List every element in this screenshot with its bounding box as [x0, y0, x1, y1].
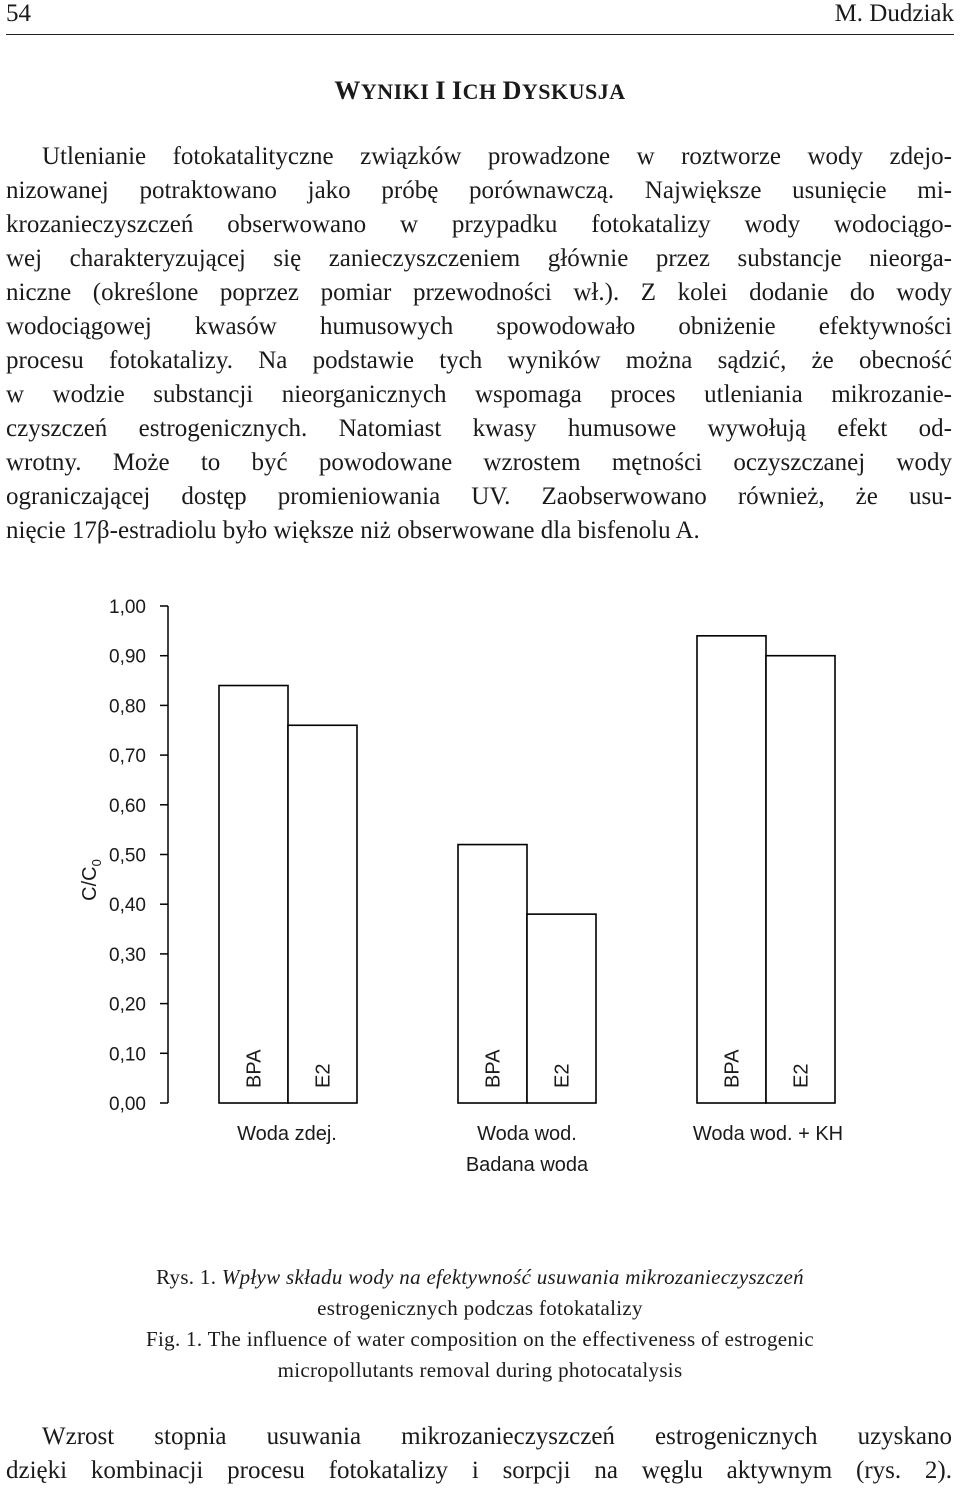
bar-e2: [288, 725, 357, 1103]
section-title-word: I: [435, 76, 446, 105]
section-title-word: WYNIKI: [334, 76, 430, 105]
bar-bpa: [219, 686, 288, 1103]
group-label: Woda wod. + KH: [692, 1123, 844, 1145]
y-tick-label: 0,10: [109, 1044, 146, 1066]
bar-chart: [0, 570, 960, 1190]
text-line: dzięki kombinacji procesu fotokatalizy i sorpcji na węglu aktywnym (rys. 2).: [6, 1457, 952, 1484]
text-line: czyszczeń estrogenicznych. Natomiast kwasy humusowe wywołują efekt od-: [6, 415, 952, 442]
text-line: ograniczającej dostęp promieniowania UV. Zaobserwowano również, że usu-: [6, 483, 952, 510]
caption-pl-line1: Wpływ składu wody na efektywność usuwania mikrozanieczyszczeń: [221, 1265, 804, 1289]
text-line: procesu fotokatalizy. Na podstawie tych wyników można sądzić, że obecność: [6, 347, 952, 374]
y-tick-label: 0,30: [109, 944, 146, 966]
bar-label: BPA: [721, 1049, 744, 1088]
y-tick-label: 0,40: [109, 895, 146, 917]
page-number: 54: [6, 0, 31, 27]
figure-caption-pl: [0, 1262, 960, 1324]
running-header: [6, 0, 954, 35]
section-title-word: ICH: [451, 76, 497, 105]
text-line: nizowanej potraktowano jako próbę porównawczą. Największe usunięcie mi-: [6, 177, 952, 204]
bar-label: E2: [551, 1063, 574, 1088]
caption-en-line1: The influence of water composition on the effectiveness of estrogenic: [207, 1327, 814, 1351]
y-tick-label: 0,60: [109, 795, 146, 817]
text-line: krozanieczyszczeń obserwowano w przypadku fotokatalizy wody wodociągo-: [6, 211, 952, 238]
y-tick-label: 0,00: [109, 1094, 146, 1115]
results-paragraph: [6, 140, 952, 548]
y-tick-label: 0,50: [109, 845, 146, 867]
continuation-paragraph: [6, 1420, 952, 1488]
author-name: M. Dudziak: [834, 0, 954, 27]
text-line: wodociągowej kwasów humusowych spowodowało obniżenie efektywności: [6, 313, 952, 340]
y-tick-label: 0,20: [109, 994, 146, 1016]
x-axis-label: Badana woda: [465, 1154, 589, 1176]
caption-pl-line2: estrogenicznych podczas fotokatalizy: [317, 1296, 643, 1320]
text-line: niczne (określone poprzez pomiar przewodności wł.). Z kolei dodanie do wody: [6, 279, 952, 306]
text-line: wej charakteryzującej się zanieczyszczeniem głównie przez substancje nieorga-: [6, 245, 952, 272]
group-label: Woda zdej.: [237, 1123, 337, 1145]
bar-label: E2: [790, 1063, 813, 1088]
text-line: w wodzie substancji nieorganicznych wspomaga proces utleniania mikrozanie-: [6, 381, 952, 408]
y-tick-label: 0,70: [109, 746, 146, 768]
y-tick-label: 0,80: [109, 696, 146, 718]
bar-bpa: [697, 636, 766, 1103]
caption-en-prefix: Fig. 1.: [146, 1327, 203, 1351]
figure-caption-en: [0, 1324, 960, 1386]
y-axis-label-subscript: 0: [89, 859, 104, 867]
text-line: wrotny. Może to być powodowane wzrostem mętności oczyszczanej wody: [6, 449, 952, 476]
y-tick-label: 1,00: [109, 597, 146, 618]
caption-pl-prefix: Rys. 1.: [156, 1265, 217, 1289]
text-line: Utlenianie fotokatalityczne związków prowadzone w roztworze wody zdejo-: [42, 143, 952, 170]
y-axis-label: $C/C_0$: [79, 859, 104, 901]
section-title-word: DYSKUSJA: [502, 76, 626, 105]
bar-label: BPA: [243, 1049, 266, 1088]
text-line: Wzrost stopnia usuwania mikrozanieczyszczeń estrogenicznych uzyskano: [42, 1423, 952, 1450]
group-label: Woda wod.: [477, 1123, 577, 1145]
bar-label: BPA: [482, 1049, 505, 1088]
text-line: nięcie 17β-estradiolu było większe niż obserwowane dla bisfenolu A.: [6, 517, 700, 544]
caption-en-line2: micropollutants removal during photocatalysis: [277, 1358, 683, 1382]
bar-label: E2: [312, 1063, 335, 1088]
section-title: [0, 76, 960, 106]
bar-e2: [766, 656, 835, 1103]
y-tick-label: 0,90: [109, 646, 146, 668]
